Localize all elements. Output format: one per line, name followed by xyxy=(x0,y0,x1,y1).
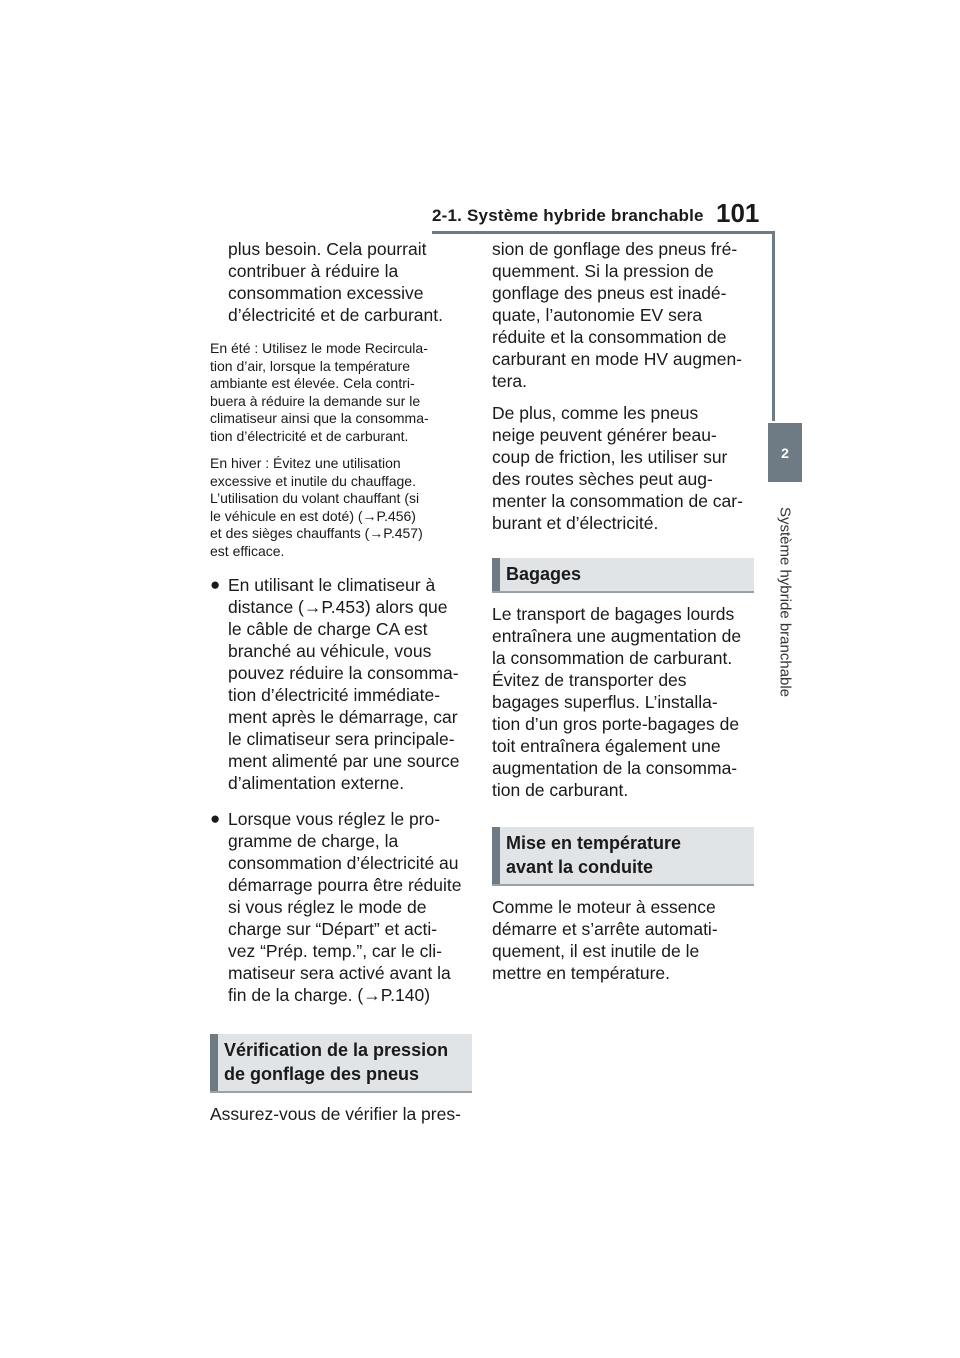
page-number: 101 xyxy=(716,198,760,228)
text-line: distance (→P.453) alors que xyxy=(228,597,448,617)
winter-note xyxy=(210,455,472,560)
text-line: Le transport de bagages lourds xyxy=(492,604,735,624)
text-line: augmentation de la consomma- xyxy=(492,758,738,778)
text-line: est efficace. xyxy=(210,542,285,559)
text-line: Lorsque vous réglez le pro- xyxy=(228,809,441,829)
text-line: bagages superflus. L’installa- xyxy=(492,692,718,712)
left-column xyxy=(210,238,472,1125)
text-line: matiseur sera activé avant la xyxy=(228,963,451,983)
text-line: d’électricité et de carburant. xyxy=(228,305,443,325)
text-line: démarrage pourra être réduite xyxy=(228,875,462,895)
text-line: buera à réduire la demande sur le xyxy=(210,392,421,409)
chapter-label-container xyxy=(770,490,800,715)
text-line: le câble de charge CA est xyxy=(228,619,428,639)
summer-note xyxy=(210,340,472,445)
text-line: quemment. Si la pression de xyxy=(492,261,714,281)
section-heading-tire-pressure xyxy=(210,1034,472,1093)
bullet-remote-climate xyxy=(210,574,472,794)
text-line: entraînera une augmentation de xyxy=(492,626,742,646)
text-line: climatiseur ainsi que la consomma- xyxy=(210,410,429,426)
text-line: ment alimenté par une source xyxy=(228,751,460,771)
text-line: tera. xyxy=(492,371,528,391)
text-line: vez “Prép. temp.”, car le cli- xyxy=(228,941,442,961)
heading-line: Bagages xyxy=(506,564,582,584)
warmup-paragraph xyxy=(492,896,754,984)
text-line: quate, l’autonomie EV sera xyxy=(492,305,703,325)
snow-tires-paragraph xyxy=(492,402,754,534)
text-line: démarre et s’arrête automati- xyxy=(492,919,718,939)
text-line: toit entraînera également une xyxy=(492,736,721,756)
section-title: 2-1. Système hybride branchable xyxy=(432,206,704,225)
chapter-tab: 2 xyxy=(768,423,802,482)
text-line: menter la consommation de car- xyxy=(492,491,743,511)
text-line: quement, il est inutile de le xyxy=(492,941,700,961)
intro-paragraph xyxy=(210,238,472,326)
text-line: ambiante est élevée. Cela contri- xyxy=(210,375,415,391)
text-line: carburant en mode HV augmen- xyxy=(492,349,742,369)
section-heading-luggage xyxy=(492,558,754,593)
text-line: réduite et la consommation de xyxy=(492,327,727,347)
text-line: coup de friction, les utiliser sur xyxy=(492,447,728,467)
text-line: la consommation de carburant. xyxy=(492,648,733,668)
text-line: consommation excessive xyxy=(228,283,424,303)
chapter-label: Système hybride branchable xyxy=(776,506,794,698)
bullet-icon: ● xyxy=(210,809,221,828)
heading-accent-bar xyxy=(492,827,500,884)
text-line: d’alimentation externe. xyxy=(228,773,405,793)
side-tab-rule xyxy=(772,231,775,421)
section-heading-warmup xyxy=(492,827,754,886)
text-line: sion de gonflage des pneus fré- xyxy=(492,239,738,259)
heading-line: Mise en température xyxy=(506,833,682,853)
tire-continued-paragraph xyxy=(492,238,754,392)
text-line: Assurez-vous de vérifier la pres- xyxy=(210,1104,461,1124)
right-column xyxy=(492,238,754,984)
text-line: contribuer à réduire la xyxy=(228,261,399,281)
heading-line: avant la conduite xyxy=(506,857,654,877)
text-line: gramme de charge, la xyxy=(228,831,399,851)
text-line: En été : Utilisez le mode Recircula- xyxy=(210,340,428,356)
text-line: tion de carburant. xyxy=(492,780,629,800)
text-line: consommation d’électricité au xyxy=(228,853,459,873)
bullet-charge-schedule xyxy=(210,808,472,1006)
text-line: mettre en température. xyxy=(492,963,670,983)
text-line: branché au véhicule, vous xyxy=(228,641,432,661)
text-line: le climatiseur sera principale- xyxy=(228,729,455,749)
text-line: des routes sèches peut aug- xyxy=(492,469,713,489)
heading-line: Vérification de la pression xyxy=(224,1040,449,1060)
bullet-icon: ● xyxy=(210,575,221,594)
text-line: et des sièges chauffants (→P.457) xyxy=(210,525,423,541)
text-line: si vous réglez le mode de xyxy=(228,897,427,917)
text-line: De plus, comme les pneus xyxy=(492,403,699,423)
text-line: tion d’électricité immédiate- xyxy=(228,685,441,705)
tire-paragraph xyxy=(210,1103,472,1125)
text-line: burant et d’électricité. xyxy=(492,513,659,533)
text-line: neige peuvent générer beau- xyxy=(492,425,717,445)
text-line: tion d’un gros porte-bagages de xyxy=(492,714,740,734)
text-line: gonflage des pneus est inadé- xyxy=(492,283,727,303)
luggage-paragraph xyxy=(492,603,754,801)
text-line: Évitez de transporter des xyxy=(492,670,687,690)
text-line: tion d’air, lorsque la température xyxy=(210,357,410,374)
heading-line: de gonflage des pneus xyxy=(224,1064,420,1084)
header-rule xyxy=(432,231,772,234)
text-line: En utilisant le climatiseur à xyxy=(228,575,436,595)
text-line: plus besoin. Cela pourrait xyxy=(228,239,427,259)
text-line: En hiver : Évitez une utilisation xyxy=(210,455,401,471)
text-line: excessive et inutile du chauffage. xyxy=(210,472,416,489)
text-line: charge sur “Départ” et acti- xyxy=(228,919,438,939)
heading-accent-bar xyxy=(210,1034,218,1091)
text-line: ment après le démarrage, car xyxy=(228,707,458,727)
heading-accent-bar xyxy=(492,558,500,591)
text-line: L’utilisation du volant chauffant (si xyxy=(210,490,420,506)
text-line: Comme le moteur à essence xyxy=(492,897,716,917)
text-line: le véhicule en est doté) (→P.456) xyxy=(210,507,416,524)
text-line: pouvez réduire la consomma- xyxy=(228,663,459,683)
text-line: fin de la charge. (→P.140) xyxy=(228,985,431,1005)
text-line: tion d’électricité et de carburant. xyxy=(210,427,409,444)
